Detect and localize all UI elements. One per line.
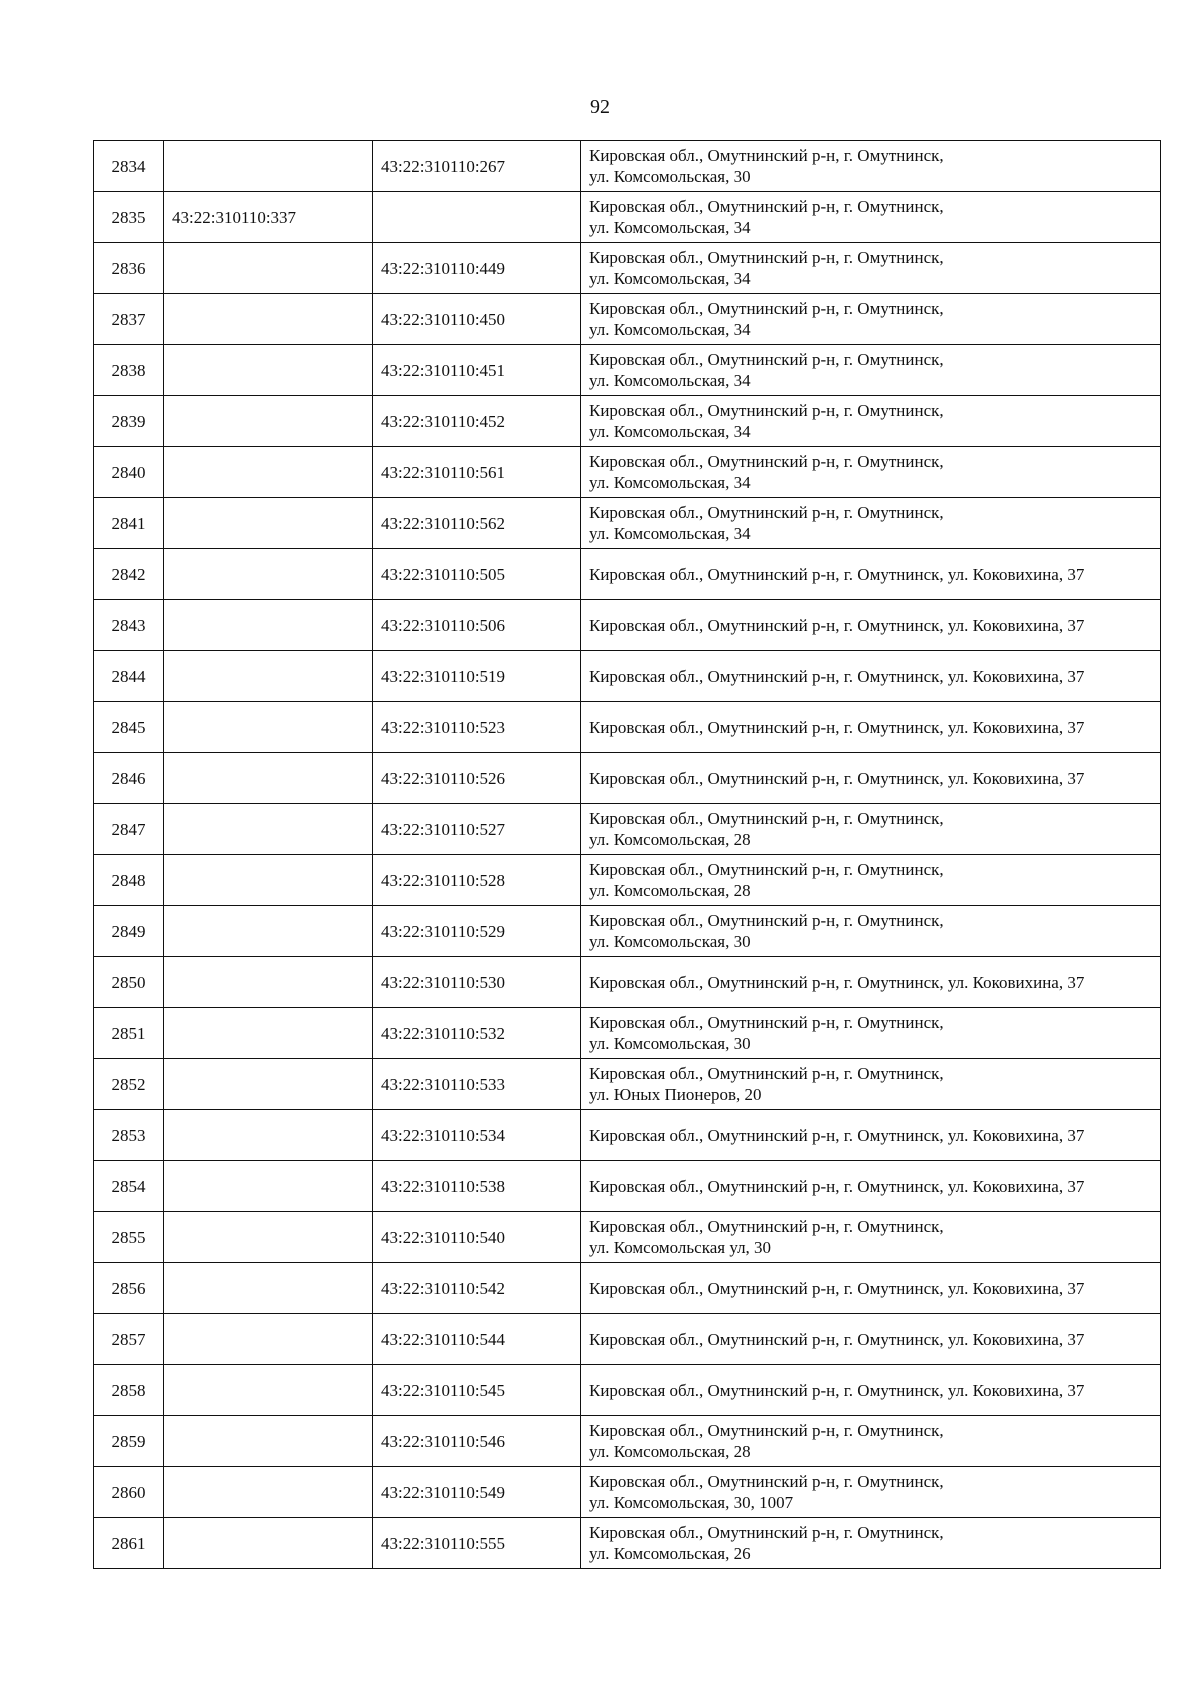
address-cell — [581, 1008, 1161, 1059]
cadastral-number-cell: 43:22:310110:337 — [164, 192, 373, 243]
address-line: ул. Комсомольская, 34 — [589, 218, 751, 237]
address-line: Кировская обл., Омутнинский р-н, г. Омутнинск, — [589, 452, 944, 471]
cadastral-number-cell — [164, 753, 373, 804]
address-cell — [581, 549, 1161, 600]
address-line: Кировская обл., Омутнинский р-н, г. Омутнинск, — [589, 1064, 944, 1083]
address-line: Кировская обл., Омутнинский р-н, г. Омутнинск, — [589, 299, 944, 318]
cadastral-number-cell: 43:22:310110:505 — [373, 549, 581, 600]
cadastral-number-cell: 43:22:310110:538 — [373, 1161, 581, 1212]
address-line: ул. Комсомольская, 34 — [589, 422, 751, 441]
address-line: Кировская обл., Омутнинский р-н, г. Омутнинск, ул. Коковихина, 37 — [589, 564, 1085, 584]
row-number-cell: 2846 — [94, 753, 164, 804]
cadastral-number-cell — [164, 702, 373, 753]
address-line: Кировская обл., Омутнинский р-н, г. Омутнинск, — [589, 1421, 944, 1440]
cadastral-number-cell — [164, 243, 373, 294]
cadastral-number-cell — [164, 1008, 373, 1059]
cadastral-number-cell: 43:22:310110:526 — [373, 753, 581, 804]
cadastral-number-cell — [164, 906, 373, 957]
address-cell — [581, 753, 1161, 804]
address-line: Кировская обл., Омутнинский р-н, г. Омутнинск, — [589, 860, 944, 879]
address-line: Кировская обл., Омутнинский р-н, г. Омутнинск, — [589, 1217, 944, 1236]
address-cell — [581, 1365, 1161, 1416]
address-line: Кировская обл., Омутнинский р-н, г. Омутнинск, — [589, 1472, 944, 1491]
cadastral-number-cell: 43:22:310110:450 — [373, 294, 581, 345]
address-line: ул. Комсомольская, 34 — [589, 473, 751, 492]
address-cell — [581, 447, 1161, 498]
cadastral-number-cell: 43:22:310110:561 — [373, 447, 581, 498]
address-line: ул. Комсомольская, 30 — [589, 1034, 751, 1053]
table-row — [94, 396, 1161, 447]
cadastral-number-cell: 43:22:310110:555 — [373, 1518, 581, 1569]
cadastral-number-cell — [164, 1518, 373, 1569]
row-number-cell: 2859 — [94, 1416, 164, 1467]
table-row — [94, 702, 1161, 753]
table-row — [94, 498, 1161, 549]
address-cell — [581, 1161, 1161, 1212]
address-line: Кировская обл., Омутнинский р-н, г. Омутнинск, — [589, 197, 944, 216]
cadastral-number-cell — [164, 447, 373, 498]
address-line: Кировская обл., Омутнинский р-н, г. Омутнинск, — [589, 911, 944, 930]
table-row — [94, 1263, 1161, 1314]
table-row — [94, 243, 1161, 294]
address-cell — [581, 855, 1161, 906]
row-number-cell: 2835 — [94, 192, 164, 243]
table-row — [94, 1365, 1161, 1416]
row-number-cell: 2834 — [94, 141, 164, 192]
cadastral-number-cell — [164, 1212, 373, 1263]
address-cell — [581, 1212, 1161, 1263]
cadastral-number-cell: 43:22:310110:451 — [373, 345, 581, 396]
cadastral-number-cell — [164, 1110, 373, 1161]
address-cell — [581, 1314, 1161, 1365]
address-cell — [581, 1263, 1161, 1314]
cadastral-number-cell — [164, 1314, 373, 1365]
records-table — [93, 140, 1161, 1569]
address-cell — [581, 192, 1161, 243]
cadastral-number-cell — [164, 396, 373, 447]
row-number-cell: 2852 — [94, 1059, 164, 1110]
address-line: Кировская обл., Омутнинский р-н, г. Омутнинск, ул. Коковихина, 37 — [589, 666, 1085, 686]
cadastral-number-cell: 43:22:310110:527 — [373, 804, 581, 855]
address-line: Кировская обл., Омутнинский р-н, г. Омутнинск, — [589, 809, 944, 828]
address-cell — [581, 957, 1161, 1008]
row-number-cell: 2845 — [94, 702, 164, 753]
address-line: Кировская обл., Омутнинский р-н, г. Омутнинск, ул. Коковихина, 37 — [589, 615, 1085, 635]
table-row — [94, 1467, 1161, 1518]
row-number-cell: 2851 — [94, 1008, 164, 1059]
row-number-cell: 2860 — [94, 1467, 164, 1518]
cadastral-number-cell: 43:22:310110:544 — [373, 1314, 581, 1365]
cadastral-number-cell: 43:22:310110:545 — [373, 1365, 581, 1416]
cadastral-number-cell: 43:22:310110:542 — [373, 1263, 581, 1314]
address-cell — [581, 804, 1161, 855]
address-cell — [581, 1467, 1161, 1518]
page-number: 92 — [590, 96, 610, 118]
row-number-cell: 2842 — [94, 549, 164, 600]
cadastral-number-cell: 43:22:310110:530 — [373, 957, 581, 1008]
address-line: Кировская обл., Омутнинский р-н, г. Омутнинск, ул. Коковихина, 37 — [589, 1125, 1085, 1145]
address-line: ул. Комсомольская, 28 — [589, 881, 751, 900]
cadastral-number-cell: 43:22:310110:549 — [373, 1467, 581, 1518]
address-line: ул. Комсомольская, 30 — [589, 932, 751, 951]
row-number-cell: 2838 — [94, 345, 164, 396]
table-row — [94, 1008, 1161, 1059]
cadastral-number-cell: 43:22:310110:546 — [373, 1416, 581, 1467]
address-cell — [581, 141, 1161, 192]
cadastral-number-cell: 43:22:310110:540 — [373, 1212, 581, 1263]
address-cell — [581, 498, 1161, 549]
address-cell — [581, 243, 1161, 294]
table-row — [94, 192, 1161, 243]
address-line: ул. Комсомольская, 28 — [589, 1442, 751, 1461]
row-number-cell: 2836 — [94, 243, 164, 294]
table-row — [94, 906, 1161, 957]
address-line: Кировская обл., Омутнинский р-н, г. Омутнинск, — [589, 248, 944, 267]
address-line: Кировская обл., Омутнинский р-н, г. Омутнинск, ул. Коковихина, 37 — [589, 1176, 1085, 1196]
row-number-cell: 2847 — [94, 804, 164, 855]
cadastral-number-cell — [164, 549, 373, 600]
address-line: Кировская обл., Омутнинский р-н, г. Омутнинск, — [589, 1523, 944, 1542]
address-cell — [581, 600, 1161, 651]
cadastral-number-cell: 43:22:310110:529 — [373, 906, 581, 957]
row-number-cell: 2837 — [94, 294, 164, 345]
table-row — [94, 600, 1161, 651]
address-line: Кировская обл., Омутнинский р-н, г. Омутнинск, — [589, 503, 944, 522]
row-number-cell: 2853 — [94, 1110, 164, 1161]
address-line: Кировская обл., Омутнинский р-н, г. Омутнинск, — [589, 1013, 944, 1032]
cadastral-number-cell — [164, 1059, 373, 1110]
row-number-cell: 2856 — [94, 1263, 164, 1314]
cadastral-number-cell: 43:22:310110:267 — [373, 141, 581, 192]
table-row — [94, 804, 1161, 855]
address-line: Кировская обл., Омутнинский р-н, г. Омутнинск, — [589, 401, 944, 420]
cadastral-number-cell — [164, 1416, 373, 1467]
address-line: ул. Комсомольская ул, 30 — [589, 1238, 772, 1257]
cadastral-number-cell — [164, 1467, 373, 1518]
cadastral-number-cell — [164, 294, 373, 345]
address-cell — [581, 906, 1161, 957]
cadastral-number-cell: 43:22:310110:506 — [373, 600, 581, 651]
row-number-cell: 2854 — [94, 1161, 164, 1212]
address-line: Кировская обл., Омутнинский р-н, г. Омутнинск, ул. Коковихина, 37 — [589, 768, 1085, 788]
cadastral-number-cell: 43:22:310110:533 — [373, 1059, 581, 1110]
cadastral-number-cell — [373, 192, 581, 243]
cadastral-number-cell: 43:22:310110:449 — [373, 243, 581, 294]
table-row — [94, 753, 1161, 804]
address-line: ул. Комсомольская, 34 — [589, 371, 751, 390]
cadastral-number-cell — [164, 1365, 373, 1416]
address-line: ул. Комсомольская, 30 — [589, 167, 751, 186]
cadastral-number-cell: 43:22:310110:452 — [373, 396, 581, 447]
table-row — [94, 1416, 1161, 1467]
table-row — [94, 651, 1161, 702]
address-cell — [581, 345, 1161, 396]
address-line: ул. Комсомольская, 28 — [589, 830, 751, 849]
address-line: ул. Комсомольская, 30, 1007 — [589, 1493, 794, 1512]
row-number-cell: 2861 — [94, 1518, 164, 1569]
address-line: Кировская обл., Омутнинский р-н, г. Омутнинск, ул. Коковихина, 37 — [589, 717, 1085, 737]
address-line: Кировская обл., Омутнинский р-н, г. Омутнинск, ул. Коковихина, 37 — [589, 1278, 1085, 1298]
row-number-cell: 2841 — [94, 498, 164, 549]
address-line: ул. Комсомольская, 34 — [589, 320, 751, 339]
address-cell — [581, 1416, 1161, 1467]
cadastral-number-cell — [164, 804, 373, 855]
table-row — [94, 1518, 1161, 1569]
row-number-cell: 2857 — [94, 1314, 164, 1365]
table-row — [94, 345, 1161, 396]
address-cell — [581, 651, 1161, 702]
row-number-cell: 2843 — [94, 600, 164, 651]
address-line: ул. Комсомольская, 26 — [589, 1544, 751, 1563]
cadastral-number-cell — [164, 855, 373, 906]
address-line: ул. Комсомольская, 34 — [589, 524, 751, 543]
cadastral-number-cell: 43:22:310110:532 — [373, 1008, 581, 1059]
table-row — [94, 1161, 1161, 1212]
cadastral-number-cell — [164, 141, 373, 192]
table-row — [94, 1314, 1161, 1365]
cadastral-number-cell: 43:22:310110:519 — [373, 651, 581, 702]
address-cell — [581, 1110, 1161, 1161]
cadastral-number-cell — [164, 345, 373, 396]
row-number-cell: 2858 — [94, 1365, 164, 1416]
row-number-cell: 2844 — [94, 651, 164, 702]
cadastral-number-cell — [164, 600, 373, 651]
cadastral-number-cell: 43:22:310110:534 — [373, 1110, 581, 1161]
cadastral-number-cell — [164, 651, 373, 702]
address-line: Кировская обл., Омутнинский р-н, г. Омутнинск, ул. Коковихина, 37 — [589, 1329, 1085, 1349]
address-line: ул. Комсомольская, 34 — [589, 269, 751, 288]
address-cell — [581, 702, 1161, 753]
cadastral-number-cell — [164, 1263, 373, 1314]
table-row — [94, 1059, 1161, 1110]
table-row — [94, 855, 1161, 906]
table-row — [94, 957, 1161, 1008]
address-cell — [581, 396, 1161, 447]
cadastral-number-cell — [164, 498, 373, 549]
cadastral-number-cell: 43:22:310110:523 — [373, 702, 581, 753]
address-line: Кировская обл., Омутнинский р-н, г. Омутнинск, — [589, 350, 944, 369]
cadastral-number-cell — [164, 1161, 373, 1212]
records-table-body — [94, 141, 1161, 1569]
row-number-cell: 2848 — [94, 855, 164, 906]
address-cell — [581, 1518, 1161, 1569]
table-row — [94, 141, 1161, 192]
cadastral-number-cell — [164, 957, 373, 1008]
table-row — [94, 549, 1161, 600]
address-line: ул. Юных Пионеров, 20 — [589, 1085, 762, 1104]
row-number-cell: 2855 — [94, 1212, 164, 1263]
table-row — [94, 1110, 1161, 1161]
address-line: Кировская обл., Омутнинский р-н, г. Омутнинск, ул. Коковихина, 37 — [589, 1380, 1085, 1400]
table-row — [94, 447, 1161, 498]
address-line: Кировская обл., Омутнинский р-н, г. Омутнинск, — [589, 146, 944, 165]
cadastral-number-cell: 43:22:310110:528 — [373, 855, 581, 906]
address-cell — [581, 1059, 1161, 1110]
row-number-cell: 2839 — [94, 396, 164, 447]
table-row — [94, 294, 1161, 345]
cadastral-number-cell: 43:22:310110:562 — [373, 498, 581, 549]
row-number-cell: 2850 — [94, 957, 164, 1008]
address-line: Кировская обл., Омутнинский р-н, г. Омутнинск, ул. Коковихина, 37 — [589, 972, 1085, 992]
address-cell — [581, 294, 1161, 345]
table-row — [94, 1212, 1161, 1263]
row-number-cell: 2840 — [94, 447, 164, 498]
row-number-cell: 2849 — [94, 906, 164, 957]
